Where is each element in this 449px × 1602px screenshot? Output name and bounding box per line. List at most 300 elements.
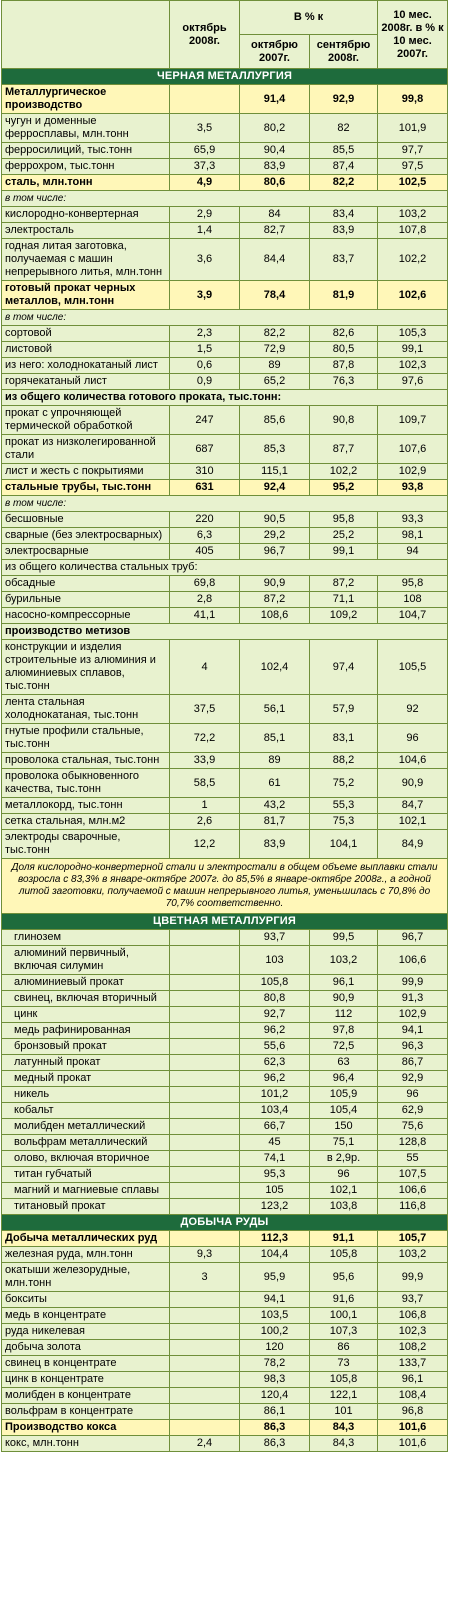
table-row	[2, 946, 448, 975]
value-cell: 92,9	[378, 1071, 448, 1087]
value-cell: 73	[310, 1356, 378, 1372]
row-label: алюминиевый прокат	[2, 975, 170, 991]
value-cell: 85,6	[240, 406, 310, 435]
table-row	[2, 1135, 448, 1151]
value-cell: 84,4	[240, 239, 310, 281]
value-cell: 66,7	[240, 1119, 310, 1135]
value-cell	[170, 1372, 240, 1388]
row-label: электросварные	[2, 544, 170, 560]
value-cell: 83,9	[240, 830, 310, 859]
value-cell: 105,5	[378, 640, 448, 695]
table-row	[2, 1199, 448, 1215]
value-cell: 107,3	[310, 1324, 378, 1340]
row-label: магний и магниевые сплавы	[2, 1183, 170, 1199]
row-label: олово, включая вторичное	[2, 1151, 170, 1167]
value-cell: 92,9	[310, 85, 378, 114]
value-cell: 631	[170, 480, 240, 496]
table-row	[2, 310, 448, 326]
value-cell: 94	[378, 544, 448, 560]
value-cell: в 2,9р.	[310, 1151, 378, 1167]
value-cell: 9,3	[170, 1247, 240, 1263]
value-cell: 97,7	[378, 143, 448, 159]
row-label: кокс, млн.тонн	[2, 1436, 170, 1452]
value-cell: 106,6	[378, 1183, 448, 1199]
row-label: горячекатаный лист	[2, 374, 170, 390]
row-label: кобальт	[2, 1103, 170, 1119]
value-cell: 247	[170, 406, 240, 435]
row-label: цинк	[2, 1007, 170, 1023]
value-cell: 86,3	[240, 1420, 310, 1436]
value-cell: 33,9	[170, 753, 240, 769]
value-cell: 76,3	[310, 374, 378, 390]
table-row	[2, 342, 448, 358]
value-cell: 101,9	[378, 114, 448, 143]
value-cell: 92,4	[240, 480, 310, 496]
value-cell: 107,6	[378, 435, 448, 464]
value-cell: 106,8	[378, 1308, 448, 1324]
value-cell: 104,1	[310, 830, 378, 859]
row-label: обсадные	[2, 576, 170, 592]
table-row	[2, 1404, 448, 1420]
table-row	[2, 223, 448, 239]
value-cell: 55,6	[240, 1039, 310, 1055]
section-title: ЧЕРНАЯ МЕТАЛЛУРГИЯ	[2, 69, 448, 85]
row-label: бокситы	[2, 1292, 170, 1308]
value-cell: 96,2	[240, 1023, 310, 1039]
value-cell: 90,9	[240, 576, 310, 592]
value-cell: 87,7	[310, 435, 378, 464]
header-october-2008: октябрь 2008г.	[170, 1, 240, 69]
section-title: ЦВЕТНАЯ МЕТАЛЛУРГИЯ	[2, 914, 448, 930]
row-label: титановый прокат	[2, 1199, 170, 1215]
value-cell: 99,1	[378, 342, 448, 358]
value-cell: 2,4	[170, 1436, 240, 1452]
value-cell: 86,7	[378, 1055, 448, 1071]
value-cell	[170, 1324, 240, 1340]
table-row	[2, 769, 448, 798]
table-row	[2, 1292, 448, 1308]
table-row	[2, 191, 448, 207]
table-row	[2, 991, 448, 1007]
value-cell: 0,9	[170, 374, 240, 390]
value-cell: 96	[310, 1167, 378, 1183]
header-september-2008: сентябрю 2008г.	[310, 35, 378, 69]
row-label: алюминий первичный, включая силумин	[2, 946, 170, 975]
value-cell: 94,1	[378, 1023, 448, 1039]
table-row	[2, 930, 448, 946]
row-label: окатыши железорудные, млн.тонн	[2, 1263, 170, 1292]
table-row	[2, 560, 448, 576]
value-cell: 2,8	[170, 592, 240, 608]
table-row	[2, 1023, 448, 1039]
row-label: чугун и доменные ферросплавы, млн.тонн	[2, 114, 170, 143]
value-cell: 6,3	[170, 528, 240, 544]
value-cell	[170, 1356, 240, 1372]
value-cell: 310	[170, 464, 240, 480]
value-cell	[170, 1039, 240, 1055]
table-row	[2, 1231, 448, 1247]
value-cell: 58,5	[170, 769, 240, 798]
value-cell: 85,1	[240, 724, 310, 753]
table-row	[2, 435, 448, 464]
value-cell: 90,5	[240, 512, 310, 528]
row-label: электросталь	[2, 223, 170, 239]
value-cell	[170, 1340, 240, 1356]
table-row	[2, 608, 448, 624]
row-group-label: в том числе:	[2, 191, 448, 207]
row-label: лента стальная холоднокатаная, тыс.тонн	[2, 695, 170, 724]
value-cell: 100,1	[310, 1308, 378, 1324]
value-cell: 102,1	[310, 1183, 378, 1199]
row-label: латунный прокат	[2, 1055, 170, 1071]
value-cell: 405	[170, 544, 240, 560]
row-label: бесшовные	[2, 512, 170, 528]
value-cell: 62,3	[240, 1055, 310, 1071]
value-cell: 91,4	[240, 85, 310, 114]
header-10-months: 10 мес. 2008г. в % к 10 мес. 2007г.	[378, 1, 448, 69]
row-label: титан губчатый	[2, 1167, 170, 1183]
value-cell	[170, 1151, 240, 1167]
value-cell: 99,5	[310, 930, 378, 946]
value-cell: 62,9	[378, 1103, 448, 1119]
value-cell: 101,2	[240, 1087, 310, 1103]
value-cell: 87,8	[310, 358, 378, 374]
section-header-row	[2, 69, 448, 85]
value-cell: 3,9	[170, 281, 240, 310]
value-cell: 103,2	[378, 207, 448, 223]
value-cell: 103	[240, 946, 310, 975]
value-cell: 71,1	[310, 592, 378, 608]
value-cell: 687	[170, 435, 240, 464]
table-row	[2, 1103, 448, 1119]
value-cell: 93,7	[240, 930, 310, 946]
value-cell: 109,2	[310, 608, 378, 624]
row-label: молибден в концентрате	[2, 1388, 170, 1404]
row-group-label: из общего количества стальных труб:	[2, 560, 448, 576]
value-cell	[170, 991, 240, 1007]
table-row	[2, 326, 448, 342]
row-label: стальные трубы, тыс.тонн	[2, 480, 170, 496]
row-label: руда никелевая	[2, 1324, 170, 1340]
value-cell: 107,8	[378, 223, 448, 239]
value-cell: 98,3	[240, 1372, 310, 1388]
row-label: конструкции и изделия строительные из алюминия и алюминиевых сплавов, тыс.тонн	[2, 640, 170, 695]
table-row	[2, 798, 448, 814]
value-cell	[170, 1071, 240, 1087]
table-row	[2, 207, 448, 223]
table-row	[2, 592, 448, 608]
value-cell	[170, 85, 240, 114]
value-cell: 75,3	[310, 814, 378, 830]
value-cell: 55	[378, 1151, 448, 1167]
row-label: феррохром, тыс.тонн	[2, 159, 170, 175]
value-cell: 65,9	[170, 143, 240, 159]
table-row	[2, 1039, 448, 1055]
value-cell: 83,9	[310, 223, 378, 239]
table-row	[2, 640, 448, 695]
value-cell: 102,4	[240, 640, 310, 695]
value-cell: 98,1	[378, 528, 448, 544]
value-cell: 25,2	[310, 528, 378, 544]
value-cell: 84	[240, 207, 310, 223]
value-cell	[170, 1292, 240, 1308]
value-cell: 150	[310, 1119, 378, 1135]
table-row	[2, 159, 448, 175]
value-cell: 106,6	[378, 946, 448, 975]
row-group-label: в том числе:	[2, 496, 448, 512]
value-cell: 82,2	[310, 175, 378, 191]
value-cell: 83,7	[310, 239, 378, 281]
value-cell: 87,2	[240, 592, 310, 608]
table-row	[2, 1388, 448, 1404]
table-row	[2, 406, 448, 435]
row-label: цинк в концентрате	[2, 1372, 170, 1388]
value-cell: 80,5	[310, 342, 378, 358]
value-cell: 82,6	[310, 326, 378, 342]
row-label: прокат из низколегированной стали	[2, 435, 170, 464]
table-row	[2, 175, 448, 191]
table-row	[2, 480, 448, 496]
value-cell: 116,8	[378, 1199, 448, 1215]
value-cell: 96,1	[310, 975, 378, 991]
value-cell: 72,5	[310, 1039, 378, 1055]
row-label: железная руда, млн.тонн	[2, 1247, 170, 1263]
row-label: Металлургическое производство	[2, 85, 170, 114]
value-cell: 41,1	[170, 608, 240, 624]
value-cell: 85,3	[240, 435, 310, 464]
value-cell: 120,4	[240, 1388, 310, 1404]
value-cell: 57,9	[310, 695, 378, 724]
value-cell: 123,2	[240, 1199, 310, 1215]
table-row	[2, 1087, 448, 1103]
row-group-label: из общего количества готового проката, тыс.тонн:	[2, 390, 448, 406]
value-cell: 104,4	[240, 1247, 310, 1263]
value-cell: 128,8	[378, 1135, 448, 1151]
value-cell: 112	[310, 1007, 378, 1023]
footnote: Доля кислородно-конвертерной стали и электростали в общем объеме выплавки стали возросла с 83,3% в январе-октябре 2007г. до 85,5% в январе-октябре 2008г., а годной литой заготовки, получаемой с машин непрерывного литья, уменьшилась с 70,8% до 70,7% соответственно.	[2, 859, 448, 914]
value-cell: 84,9	[378, 830, 448, 859]
table-row	[2, 859, 448, 914]
value-cell	[170, 1420, 240, 1436]
value-cell	[170, 1023, 240, 1039]
value-cell: 91,1	[310, 1231, 378, 1247]
table-row	[2, 1183, 448, 1199]
value-cell: 61	[240, 769, 310, 798]
value-cell: 108	[378, 592, 448, 608]
table-row	[2, 1247, 448, 1263]
value-cell: 93,8	[378, 480, 448, 496]
row-label: прокат с упрочняющей термической обработкой	[2, 406, 170, 435]
value-cell: 69,8	[170, 576, 240, 592]
row-label: насосно-компрессорные	[2, 608, 170, 624]
table-row	[2, 544, 448, 560]
value-cell	[170, 1183, 240, 1199]
value-cell: 75,6	[378, 1119, 448, 1135]
table-row	[2, 1119, 448, 1135]
value-cell: 96,1	[378, 1372, 448, 1388]
table-row	[2, 576, 448, 592]
value-cell: 220	[170, 512, 240, 528]
value-cell	[170, 946, 240, 975]
value-cell: 37,3	[170, 159, 240, 175]
row-label: листовой	[2, 342, 170, 358]
table-row	[2, 496, 448, 512]
table-row	[2, 1151, 448, 1167]
value-cell: 91,6	[310, 1292, 378, 1308]
value-cell: 90,8	[310, 406, 378, 435]
value-cell: 89	[240, 753, 310, 769]
value-cell: 84,3	[310, 1436, 378, 1452]
row-label: Добыча металлических руд	[2, 1231, 170, 1247]
row-label: глинозем	[2, 930, 170, 946]
table-row	[2, 753, 448, 769]
value-cell: 88,2	[310, 753, 378, 769]
row-label: никель	[2, 1087, 170, 1103]
statistics-table	[1, 0, 448, 1452]
row-label: Производство кокса	[2, 1420, 170, 1436]
value-cell: 2,9	[170, 207, 240, 223]
row-label: ферросилиций, тыс.тонн	[2, 143, 170, 159]
row-label: свинец, включая вторичный	[2, 991, 170, 1007]
row-label: добыча золота	[2, 1340, 170, 1356]
value-cell: 105,7	[378, 1231, 448, 1247]
row-label: годная литая заготовка, получаемая с машин непрерывного литья, млн.тонн	[2, 239, 170, 281]
value-cell: 75,1	[310, 1135, 378, 1151]
value-cell: 96	[378, 724, 448, 753]
value-cell: 96,7	[378, 930, 448, 946]
row-label: сварные (без электросварных)	[2, 528, 170, 544]
value-cell	[170, 1167, 240, 1183]
row-label: медь рафинированная	[2, 1023, 170, 1039]
value-cell: 107,5	[378, 1167, 448, 1183]
value-cell: 104,6	[378, 753, 448, 769]
row-label: готовый прокат черных металлов, млн.тонн	[2, 281, 170, 310]
value-cell: 87,2	[310, 576, 378, 592]
row-label: электроды сварочные, тыс.тонн	[2, 830, 170, 859]
value-cell	[170, 1308, 240, 1324]
value-cell: 45	[240, 1135, 310, 1151]
value-cell: 56,1	[240, 695, 310, 724]
table-row	[2, 1356, 448, 1372]
table-row	[2, 724, 448, 753]
value-cell: 92,7	[240, 1007, 310, 1023]
table-row	[2, 1007, 448, 1023]
value-cell: 78,2	[240, 1356, 310, 1372]
value-cell: 103,5	[240, 1308, 310, 1324]
value-cell: 97,5	[378, 159, 448, 175]
value-cell	[170, 975, 240, 991]
value-cell: 83,9	[240, 159, 310, 175]
table-row	[2, 814, 448, 830]
table-row	[2, 1167, 448, 1183]
value-cell: 103,2	[310, 946, 378, 975]
value-cell: 1	[170, 798, 240, 814]
section-title: ДОБЫЧА РУДЫ	[2, 1215, 448, 1231]
value-cell: 81,7	[240, 814, 310, 830]
value-cell: 108,4	[378, 1388, 448, 1404]
value-cell: 95,8	[310, 512, 378, 528]
value-cell	[170, 1135, 240, 1151]
value-cell	[170, 1007, 240, 1023]
value-cell: 112,3	[240, 1231, 310, 1247]
value-cell: 102,1	[378, 814, 448, 830]
value-cell: 4,9	[170, 175, 240, 191]
value-cell: 65,2	[240, 374, 310, 390]
value-cell: 84,7	[378, 798, 448, 814]
value-cell: 86,1	[240, 1404, 310, 1420]
table-row	[2, 1055, 448, 1071]
value-cell: 104,7	[378, 608, 448, 624]
table-row	[2, 624, 448, 640]
value-cell: 1,5	[170, 342, 240, 358]
row-label: бурильные	[2, 592, 170, 608]
value-cell: 89	[240, 358, 310, 374]
value-cell: 80,8	[240, 991, 310, 1007]
row-label: сортовой	[2, 326, 170, 342]
value-cell: 93,7	[378, 1292, 448, 1308]
value-cell: 82,7	[240, 223, 310, 239]
value-cell: 103,8	[310, 1199, 378, 1215]
value-cell: 105,4	[310, 1103, 378, 1119]
value-cell: 12,2	[170, 830, 240, 859]
value-cell: 86,3	[240, 1436, 310, 1452]
row-label: проволока обыкновенного качества, тыс.тонн	[2, 769, 170, 798]
value-cell: 95,6	[310, 1263, 378, 1292]
header-row	[2, 1, 448, 35]
header-percent-group: В % к	[240, 1, 378, 35]
table-row	[2, 464, 448, 480]
value-cell: 80,6	[240, 175, 310, 191]
value-cell: 85,5	[310, 143, 378, 159]
value-cell: 72,9	[240, 342, 310, 358]
value-cell: 74,1	[240, 1151, 310, 1167]
table-row	[2, 830, 448, 859]
row-label: медь в концентрате	[2, 1308, 170, 1324]
value-cell: 3,5	[170, 114, 240, 143]
header-october-2007: октябрю 2007г.	[240, 35, 310, 69]
table-row	[2, 695, 448, 724]
value-cell: 101,6	[378, 1436, 448, 1452]
value-cell	[170, 930, 240, 946]
value-cell: 105,8	[310, 1372, 378, 1388]
value-cell	[170, 1388, 240, 1404]
value-cell: 96,3	[378, 1039, 448, 1055]
value-cell: 90,9	[378, 769, 448, 798]
table-row	[2, 114, 448, 143]
value-cell: 83,4	[310, 207, 378, 223]
value-cell: 93,3	[378, 512, 448, 528]
value-cell	[170, 1087, 240, 1103]
value-cell: 96	[378, 1087, 448, 1103]
table-row	[2, 1308, 448, 1324]
table-row	[2, 528, 448, 544]
value-cell: 109,7	[378, 406, 448, 435]
value-cell: 2,6	[170, 814, 240, 830]
value-cell: 2,3	[170, 326, 240, 342]
table-row	[2, 1436, 448, 1452]
value-cell: 99,1	[310, 544, 378, 560]
value-cell: 122,1	[310, 1388, 378, 1404]
value-cell: 95,8	[378, 576, 448, 592]
value-cell: 82,2	[240, 326, 310, 342]
value-cell: 105	[240, 1183, 310, 1199]
value-cell: 86	[310, 1340, 378, 1356]
row-group-label: в том числе:	[2, 310, 448, 326]
value-cell	[170, 1231, 240, 1247]
value-cell: 102,3	[378, 358, 448, 374]
section-header-row	[2, 914, 448, 930]
row-label: из него: холоднокатаный лист	[2, 358, 170, 374]
